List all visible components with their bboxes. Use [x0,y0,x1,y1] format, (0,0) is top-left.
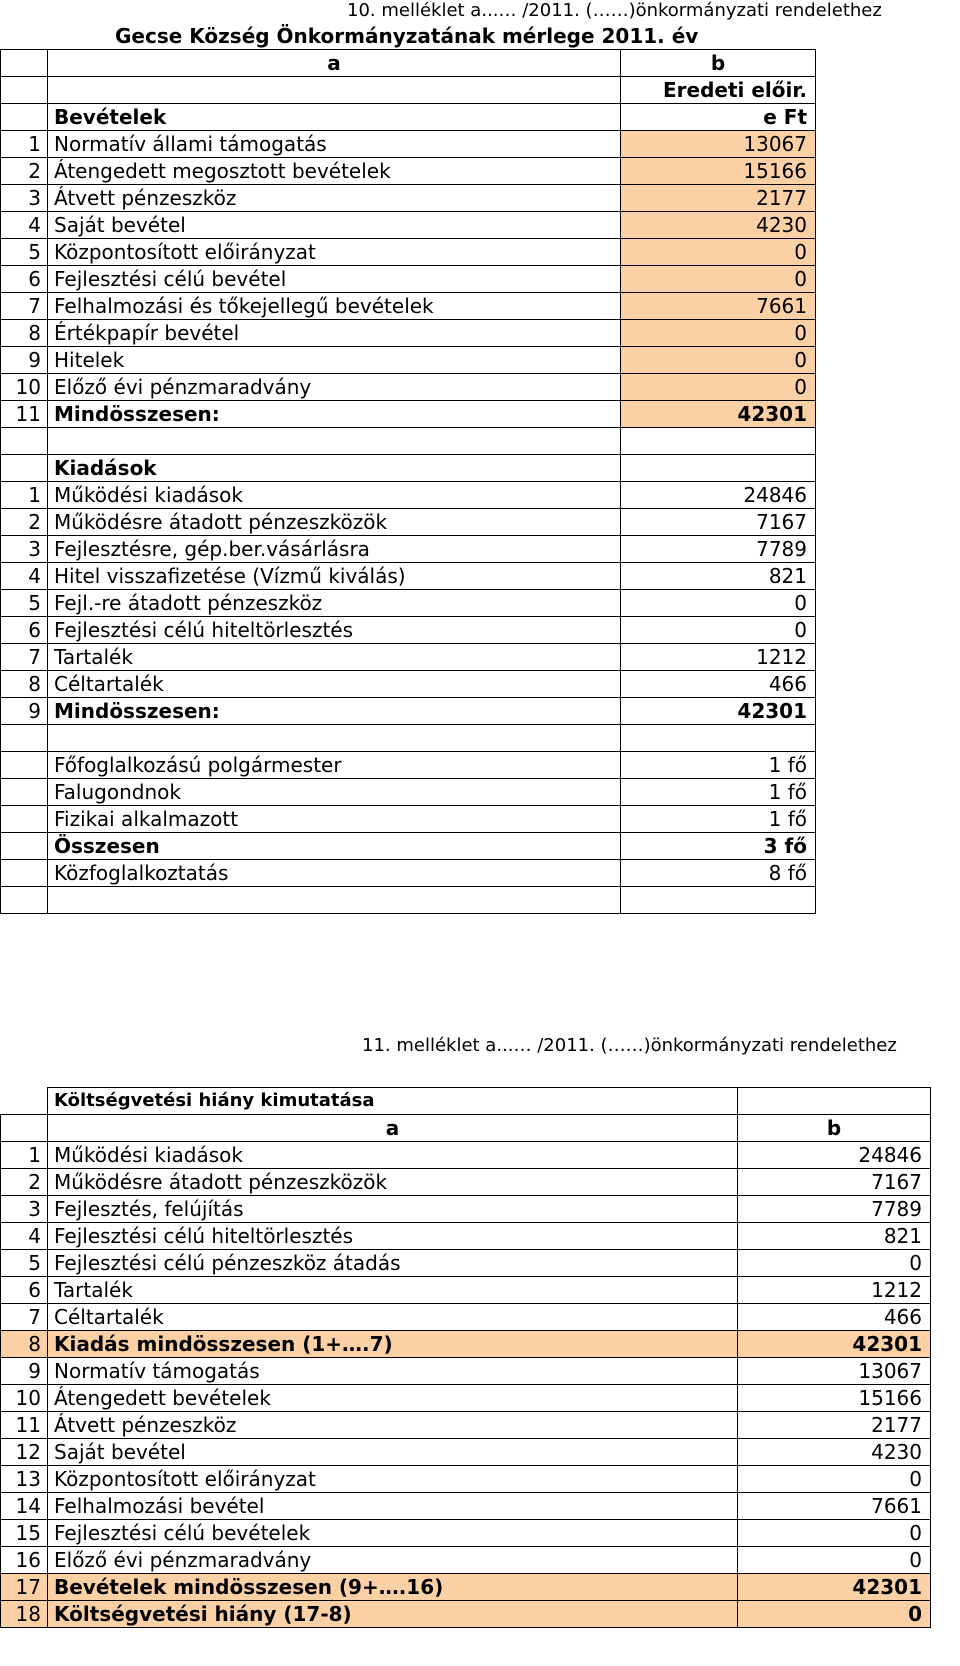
income-row [1,185,816,212]
row-label: Főfoglalkozású polgármester [48,752,621,779]
row-label: Átengedett bevételek [48,1385,738,1412]
blank-row [1,887,816,914]
annex-11-header: 11. melléklet a...… /2011. (……)önkormányzati rendelethez [362,1035,897,1056]
row-label: Fejlesztési célú hiteltörlesztés [48,617,621,644]
blank-row [1,428,816,455]
row-value: 1 fő [621,752,816,779]
row-value: 821 [738,1223,931,1250]
row-label: Mindösszesen: [48,401,621,428]
row-label: Bevételek mindösszesen (9+….16) [48,1574,738,1601]
row-value: 821 [621,563,816,590]
row-number: 12 [1,1439,48,1466]
deficit-row [1,1277,931,1304]
row-number: 15 [1,1520,48,1547]
row-label: Tartalék [48,644,621,671]
deficit-col-b-label: b [738,1115,931,1142]
expense-row [1,482,816,509]
row-value: 0 [621,266,816,293]
row-value: 0 [738,1466,931,1493]
row-value: 24846 [621,482,816,509]
row-number: 1 [1,131,48,158]
row-label: Fejlesztési célú pénzeszköz átadás [48,1250,738,1277]
expense-heading-row [1,455,816,482]
row-number [1,806,48,833]
row-value: 0 [738,1601,931,1628]
row-number: 18 [1,1601,48,1628]
row-number: 6 [1,266,48,293]
income-row [1,131,816,158]
row-number: 8 [1,1331,48,1358]
row-value: 42301 [738,1574,931,1601]
row-label: Átengedett megosztott bevételek [48,158,621,185]
row-value: 7661 [738,1493,931,1520]
row-label: Fejl.-re átadott pénzeszköz [48,590,621,617]
expense-row [1,698,816,725]
deficit-row [1,1412,931,1439]
row-value: 7167 [738,1169,931,1196]
income-heading-row [1,104,816,131]
row-number: 4 [1,212,48,239]
deficit-row [1,1574,931,1601]
deficit-row [1,1466,931,1493]
deficit-row [1,1223,931,1250]
deficit-row [1,1493,931,1520]
col-a-label: a [48,50,621,77]
income-row [1,239,816,266]
expense-row [1,644,816,671]
column-letter-row [1,50,816,77]
income-row [1,293,816,320]
balance-title: Gecse Község Önkormányzatának mérlege 2011. év [115,24,699,48]
row-value: 466 [621,671,816,698]
col-b-label: b [621,50,816,77]
income-row [1,212,816,239]
deficit-row [1,1142,931,1169]
row-number: 16 [1,1547,48,1574]
row-value: 42301 [738,1331,931,1358]
row-label: Közfoglalkoztatás [48,860,621,887]
row-number: 2 [1,1169,48,1196]
row-number: 10 [1,1385,48,1412]
row-label: Saját bevétel [48,212,621,239]
annex-10-header: 10. melléklet a...… /2011. (……)önkormányzati rendelethez [347,0,882,21]
row-value: 466 [738,1304,931,1331]
row-number: 4 [1,1223,48,1250]
staff-row [1,752,816,779]
deficit-row [1,1196,931,1223]
row-value: 42301 [621,698,816,725]
row-value: 0 [621,590,816,617]
row-label: Átvett pénzeszköz [48,185,621,212]
row-number: 1 [1,1142,48,1169]
row-label: Felhalmozási bevétel [48,1493,738,1520]
row-label: Fejlesztési célú bevételek [48,1520,738,1547]
row-number: 17 [1,1574,48,1601]
deficit-row [1,1304,931,1331]
staff-row [1,833,816,860]
row-label: Előző évi pénzmaradvány [48,1547,738,1574]
row-value: 7789 [738,1196,931,1223]
row-label: Értékpapír bevétel [48,320,621,347]
row-label: Fizikai alkalmazott [48,806,621,833]
staff-row [1,806,816,833]
row-number: 8 [1,320,48,347]
deficit-row [1,1439,931,1466]
row-label: Mindösszesen: [48,698,621,725]
row-number: 2 [1,158,48,185]
col-b-sub-label: Eredeti előir. [621,77,816,104]
row-value: 0 [738,1520,931,1547]
row-label: Előző évi pénzmaradvány [48,374,621,401]
row-number: 9 [1,698,48,725]
row-label: Működési kiadások [48,482,621,509]
row-number: 9 [1,1358,48,1385]
row-number: 13 [1,1466,48,1493]
row-number [1,779,48,806]
row-number: 6 [1,617,48,644]
deficit-row [1,1169,931,1196]
row-value: 2177 [738,1412,931,1439]
row-label: Fejlesztési célú bevétel [48,266,621,293]
row-value: 42301 [621,401,816,428]
deficit-title: Költségvetési hiány kimutatása [48,1088,738,1115]
row-label: Összesen [48,833,621,860]
row-number: 11 [1,1412,48,1439]
deficit-row [1,1331,931,1358]
row-value: 15166 [621,158,816,185]
row-value: 15166 [738,1385,931,1412]
row-value: 4230 [738,1439,931,1466]
row-number: 11 [1,401,48,428]
row-value: 0 [738,1547,931,1574]
row-number: 3 [1,185,48,212]
income-row [1,266,816,293]
row-value: 7661 [621,293,816,320]
deficit-row [1,1358,931,1385]
row-number: 2 [1,509,48,536]
row-value: 7789 [621,536,816,563]
row-number: 8 [1,671,48,698]
row-value: 24846 [738,1142,931,1169]
row-number [1,833,48,860]
row-value: 0 [621,239,816,266]
row-number: 10 [1,374,48,401]
income-heading: Bevételek [48,104,621,131]
income-row [1,374,816,401]
row-number: 5 [1,590,48,617]
row-number: 6 [1,1277,48,1304]
row-label: Céltartalék [48,1304,738,1331]
deficit-row [1,1601,931,1628]
row-label: Normatív állami támogatás [48,131,621,158]
row-label: Hitelek [48,347,621,374]
row-label: Fejlesztés, felújítás [48,1196,738,1223]
row-number: 1 [1,482,48,509]
expense-row [1,536,816,563]
row-number: 9 [1,347,48,374]
row-value: 7167 [621,509,816,536]
row-label: Kiadás mindösszesen (1+….7) [48,1331,738,1358]
row-value: 0 [621,320,816,347]
row-number [1,752,48,779]
row-number [1,860,48,887]
row-number: 14 [1,1493,48,1520]
expense-row [1,617,816,644]
row-value: 2177 [621,185,816,212]
expense-row [1,509,816,536]
row-value: 1212 [738,1277,931,1304]
staff-row [1,860,816,887]
row-value: 1 fő [621,779,816,806]
deficit-column-letter-row [1,1115,931,1142]
income-row [1,347,816,374]
deficit-row [1,1250,931,1277]
row-value: 0 [621,617,816,644]
income-row [1,320,816,347]
row-value: 1212 [621,644,816,671]
row-label: Működésre átadott pénzeszközök [48,1169,738,1196]
row-number: 3 [1,536,48,563]
row-value: 0 [738,1250,931,1277]
row-label: Átvett pénzeszköz [48,1412,738,1439]
row-label: Saját bevétel [48,1439,738,1466]
row-label: Működésre átadott pénzeszközök [48,509,621,536]
row-value: 1 fő [621,806,816,833]
expense-heading: Kiadások [48,455,621,482]
row-label: Falugondnok [48,779,621,806]
staff-row [1,779,816,806]
row-number: 7 [1,644,48,671]
row-value: 3 fő [621,833,816,860]
income-row [1,158,816,185]
deficit-row [1,1385,931,1412]
row-label: Fejlesztésre, gép.ber.vásárlásra [48,536,621,563]
row-value: 4230 [621,212,816,239]
deficit-row [1,1547,931,1574]
expense-row [1,671,816,698]
deficit-row [1,1520,931,1547]
row-label: Céltartalék [48,671,621,698]
income-row [1,401,816,428]
balance-table [0,49,816,914]
deficit-col-a-label: a [48,1115,738,1142]
expense-row [1,563,816,590]
row-label: Költségvetési hiány (17-8) [48,1601,738,1628]
row-number: 3 [1,1196,48,1223]
row-value: 0 [621,374,816,401]
row-number: 7 [1,293,48,320]
row-value: 8 fő [621,860,816,887]
row-label: Központosított előirányzat [48,239,621,266]
unit-label: e Ft [621,104,816,131]
row-value: 0 [621,347,816,374]
expense-row [1,590,816,617]
row-number: 5 [1,1250,48,1277]
row-label: Működési kiadások [48,1142,738,1169]
row-value: 13067 [621,131,816,158]
row-value: 13067 [738,1358,931,1385]
row-label: Fejlesztési célú hiteltörlesztés [48,1223,738,1250]
blank-row [1,725,816,752]
row-number: 5 [1,239,48,266]
row-label: Tartalék [48,1277,738,1304]
row-number: 7 [1,1304,48,1331]
row-label: Hitel visszafizetése (Vízmű kiválás) [48,563,621,590]
column-sub-row [1,77,816,104]
row-label: Normatív támogatás [48,1358,738,1385]
row-number: 4 [1,563,48,590]
row-label: Felhalmozási és tőkejellegű bevételek [48,293,621,320]
deficit-title-row [1,1088,931,1115]
row-label: Központosított előirányzat [48,1466,738,1493]
deficit-table [0,1087,931,1628]
